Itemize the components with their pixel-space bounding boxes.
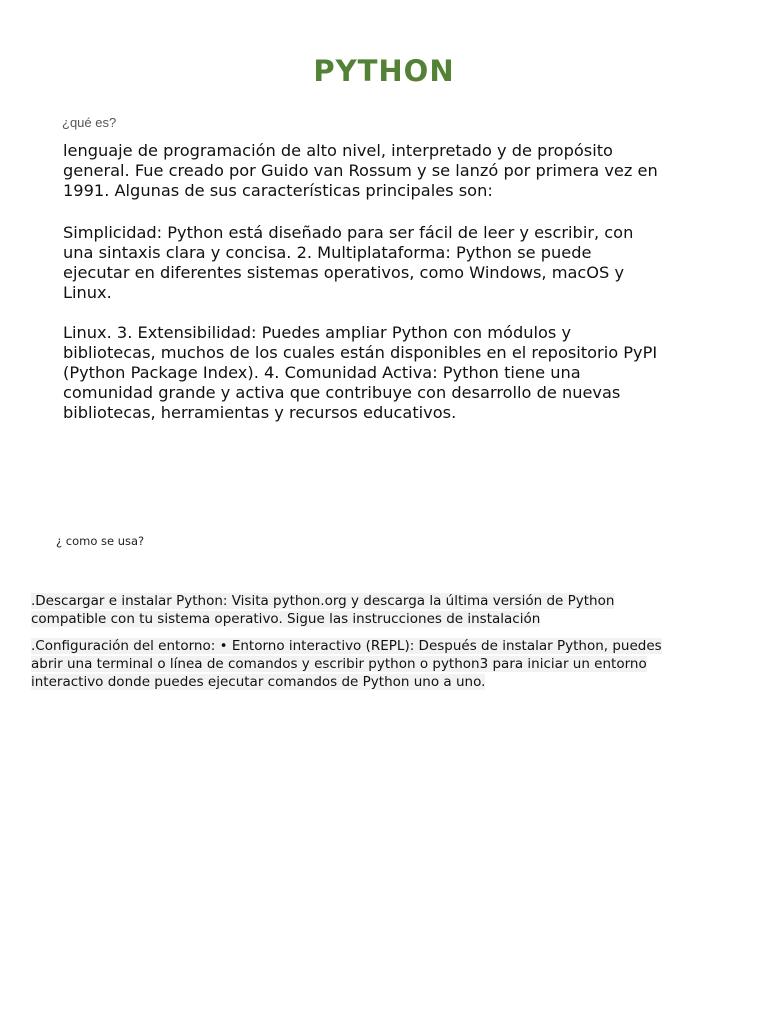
step-install-text: .Descargar e instalar Python: Visita python.org y descarga la última versión de Python compatible con tu sistema operativo. Sigue las instrucciones de instalación bbox=[31, 593, 615, 627]
section-heading-what-is: ¿qué es? bbox=[62, 115, 117, 130]
features-paragraph: Simplicidad: Python está diseñado para ser fácil de leer y escribir, con una sintaxis clara y concisa. 2. Multiplataforma: Python se puede ejecutar en diferentes sistemas operativos, como Windows, macOS y Linux. bbox=[63, 223, 634, 302]
step-environment-paragraph bbox=[31, 637, 691, 691]
step-environment-text: .Configuración del entorno: • Entorno interactivo (REPL): Después de instalar Python, puedes abrir una terminal o línea de comandos y escribir python o python3 para iniciar un entorno interactivo donde puedes ejecutar comandos de Python uno a uno. bbox=[31, 638, 662, 690]
step-install-paragraph bbox=[31, 592, 691, 628]
document-title: PYTHON bbox=[313, 54, 455, 88]
intro-paragraph: lenguaje de programación de alto nivel, interpretado y de propósito general. Fue creado por Guido van Rossum y se lanzó por primera vez en 1991. Algunas de sus características principales son: bbox=[63, 141, 658, 200]
extensibility-paragraph: Linux. 3. Extensibilidad: Puedes ampliar Python con módulos y bibliotecas, muchos de los cuales están disponibles en el repositorio PyPI (Python Package Index). 4. Comunidad Activa: Python tiene una comunidad grande y activa que contribuye con desarrollo de nuevas bibliotecas, herramientas y recursos educativos. bbox=[63, 323, 658, 422]
section-heading-how-to-use: ¿ como se usa? bbox=[56, 534, 145, 548]
